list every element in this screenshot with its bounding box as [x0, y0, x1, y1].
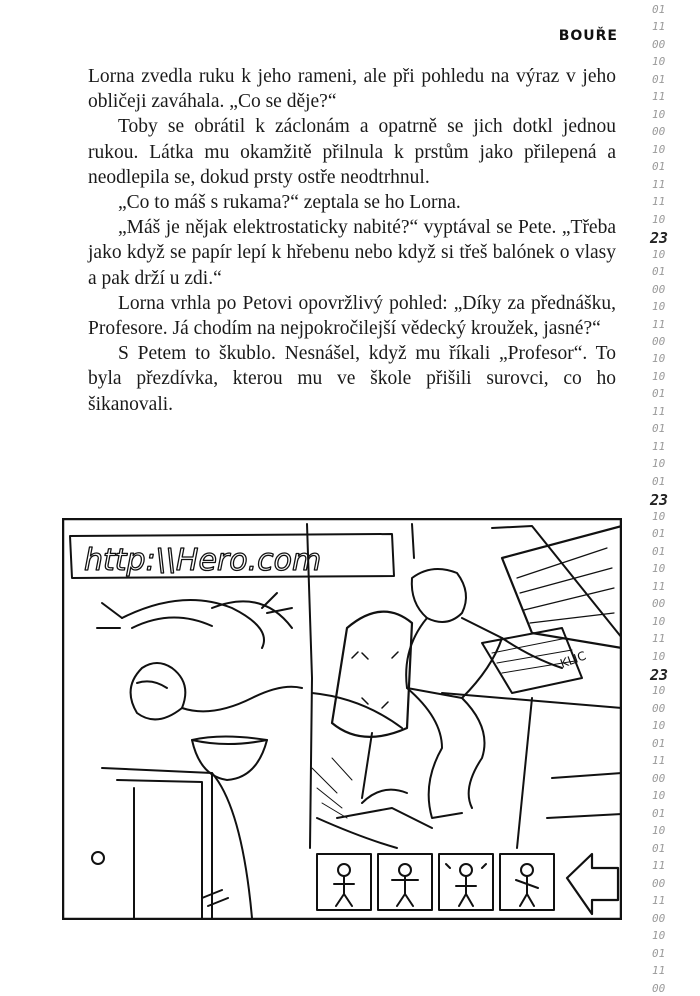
- margin-number: 00: [652, 981, 666, 995]
- margin-number: 01: [652, 806, 666, 820]
- margin-number: 10: [652, 509, 666, 523]
- margin-number: 00: [652, 876, 666, 890]
- margin-number: 10: [652, 300, 666, 314]
- margin-number: 01: [652, 265, 666, 279]
- paragraph: „Máš je nějak elektrostaticky nabité?“ vyptával se Pete. „Třeba jako když se papír lepí k hřebenu nebo když si třeš balónek o vlasy a pak drží u zdi.“: [88, 217, 616, 289]
- margin-number: 11: [652, 439, 666, 453]
- margin-number: 10: [652, 649, 666, 663]
- margin-number: 00: [652, 37, 666, 51]
- margin-number: 23: [650, 229, 669, 248]
- margin-number: 10: [652, 247, 666, 261]
- margin-number: 10: [652, 929, 666, 943]
- margin-number: 11: [652, 20, 666, 34]
- paragraph: Toby se obrátil k záclonám a opatrně se jich dotkl jednou rukou. Látka mu okamžitě přilnula k prstům jako přilepená a neodlepila se, dokud prsty ostře neodtrhnul.: [88, 116, 616, 188]
- margin-number: 10: [652, 212, 666, 226]
- margin-number: 10: [652, 107, 666, 121]
- margin-number: 11: [652, 317, 666, 331]
- margin-number: 10: [652, 614, 666, 628]
- margin-number: 01: [652, 946, 666, 960]
- margin-number: 01: [652, 527, 666, 541]
- margin-number: 11: [652, 632, 666, 646]
- margin-number: 11: [652, 859, 666, 873]
- margin-number: 01: [652, 841, 666, 855]
- margin-number: 11: [652, 195, 666, 209]
- margin-number: 10: [652, 142, 666, 156]
- margin-number: 01: [652, 160, 666, 174]
- running-header: BOUŘE: [558, 28, 618, 44]
- margin-number: 01: [652, 474, 666, 488]
- paragraph: Lorna zvedla ruku k jeho rameni, ale při pohledu na výraz v jeho obličeji zaváhala. „Co se děje?“: [88, 66, 616, 113]
- margin-number: 10: [652, 789, 666, 803]
- paragraph: Lorna vrhla po Petovi opovržlivý pohled: „Díky za přednášku, Profesore. Já chodím na nejpokročilejší vědecký kroužek, jasné?“: [88, 292, 616, 340]
- banner-text: http:\\Hero.com: [84, 543, 322, 578]
- margin-number: 01: [652, 387, 666, 401]
- margin-number: 11: [652, 894, 666, 908]
- margin-number: 11: [652, 579, 666, 593]
- margin-number: 10: [652, 352, 666, 366]
- paragraph: „Co to máš s rukama?“ zeptala se ho Lorna.: [118, 192, 461, 214]
- margin-number: 10: [652, 719, 666, 733]
- body-text: [88, 64, 616, 417]
- comic-illustration: [62, 518, 622, 920]
- margin-number: 01: [652, 3, 666, 16]
- margin-number: 01: [652, 422, 666, 436]
- margin-number: 10: [652, 55, 666, 69]
- margin-number: 00: [652, 701, 666, 715]
- margin-number: 00: [652, 125, 666, 139]
- margin-number: 00: [652, 282, 666, 296]
- margin-number: 01: [652, 736, 666, 750]
- margin-number: 23: [650, 666, 669, 684]
- margin-number: 10: [652, 824, 666, 838]
- paragraph: S Petem to škublo. Nesnášel, když mu říkali „Profesor“. To byla přezdívka, kterou mu ve škole přišili surovci, co ho šikanovali.: [88, 343, 616, 415]
- margin-number: 11: [652, 404, 666, 418]
- margin-number: 23: [650, 491, 669, 510]
- margin-number: 00: [652, 597, 666, 611]
- margin-number: 01: [652, 72, 666, 86]
- margin-number: 11: [652, 177, 666, 191]
- margin-number: 11: [652, 964, 666, 978]
- desk-label: KLIC: [558, 648, 588, 671]
- margin-number: 00: [652, 771, 666, 785]
- margin-number: 00: [652, 911, 666, 925]
- margin-number: 00: [652, 335, 666, 348]
- margin-number: 11: [652, 754, 666, 768]
- margin-number: 10: [652, 457, 666, 471]
- margin-number: 01: [652, 544, 666, 558]
- margin-binary-strip: [640, 0, 700, 996]
- margin-number: 10: [652, 562, 666, 576]
- margin-number: 11: [652, 90, 666, 104]
- margin-number: 10: [652, 369, 666, 383]
- margin-number: 10: [652, 684, 666, 698]
